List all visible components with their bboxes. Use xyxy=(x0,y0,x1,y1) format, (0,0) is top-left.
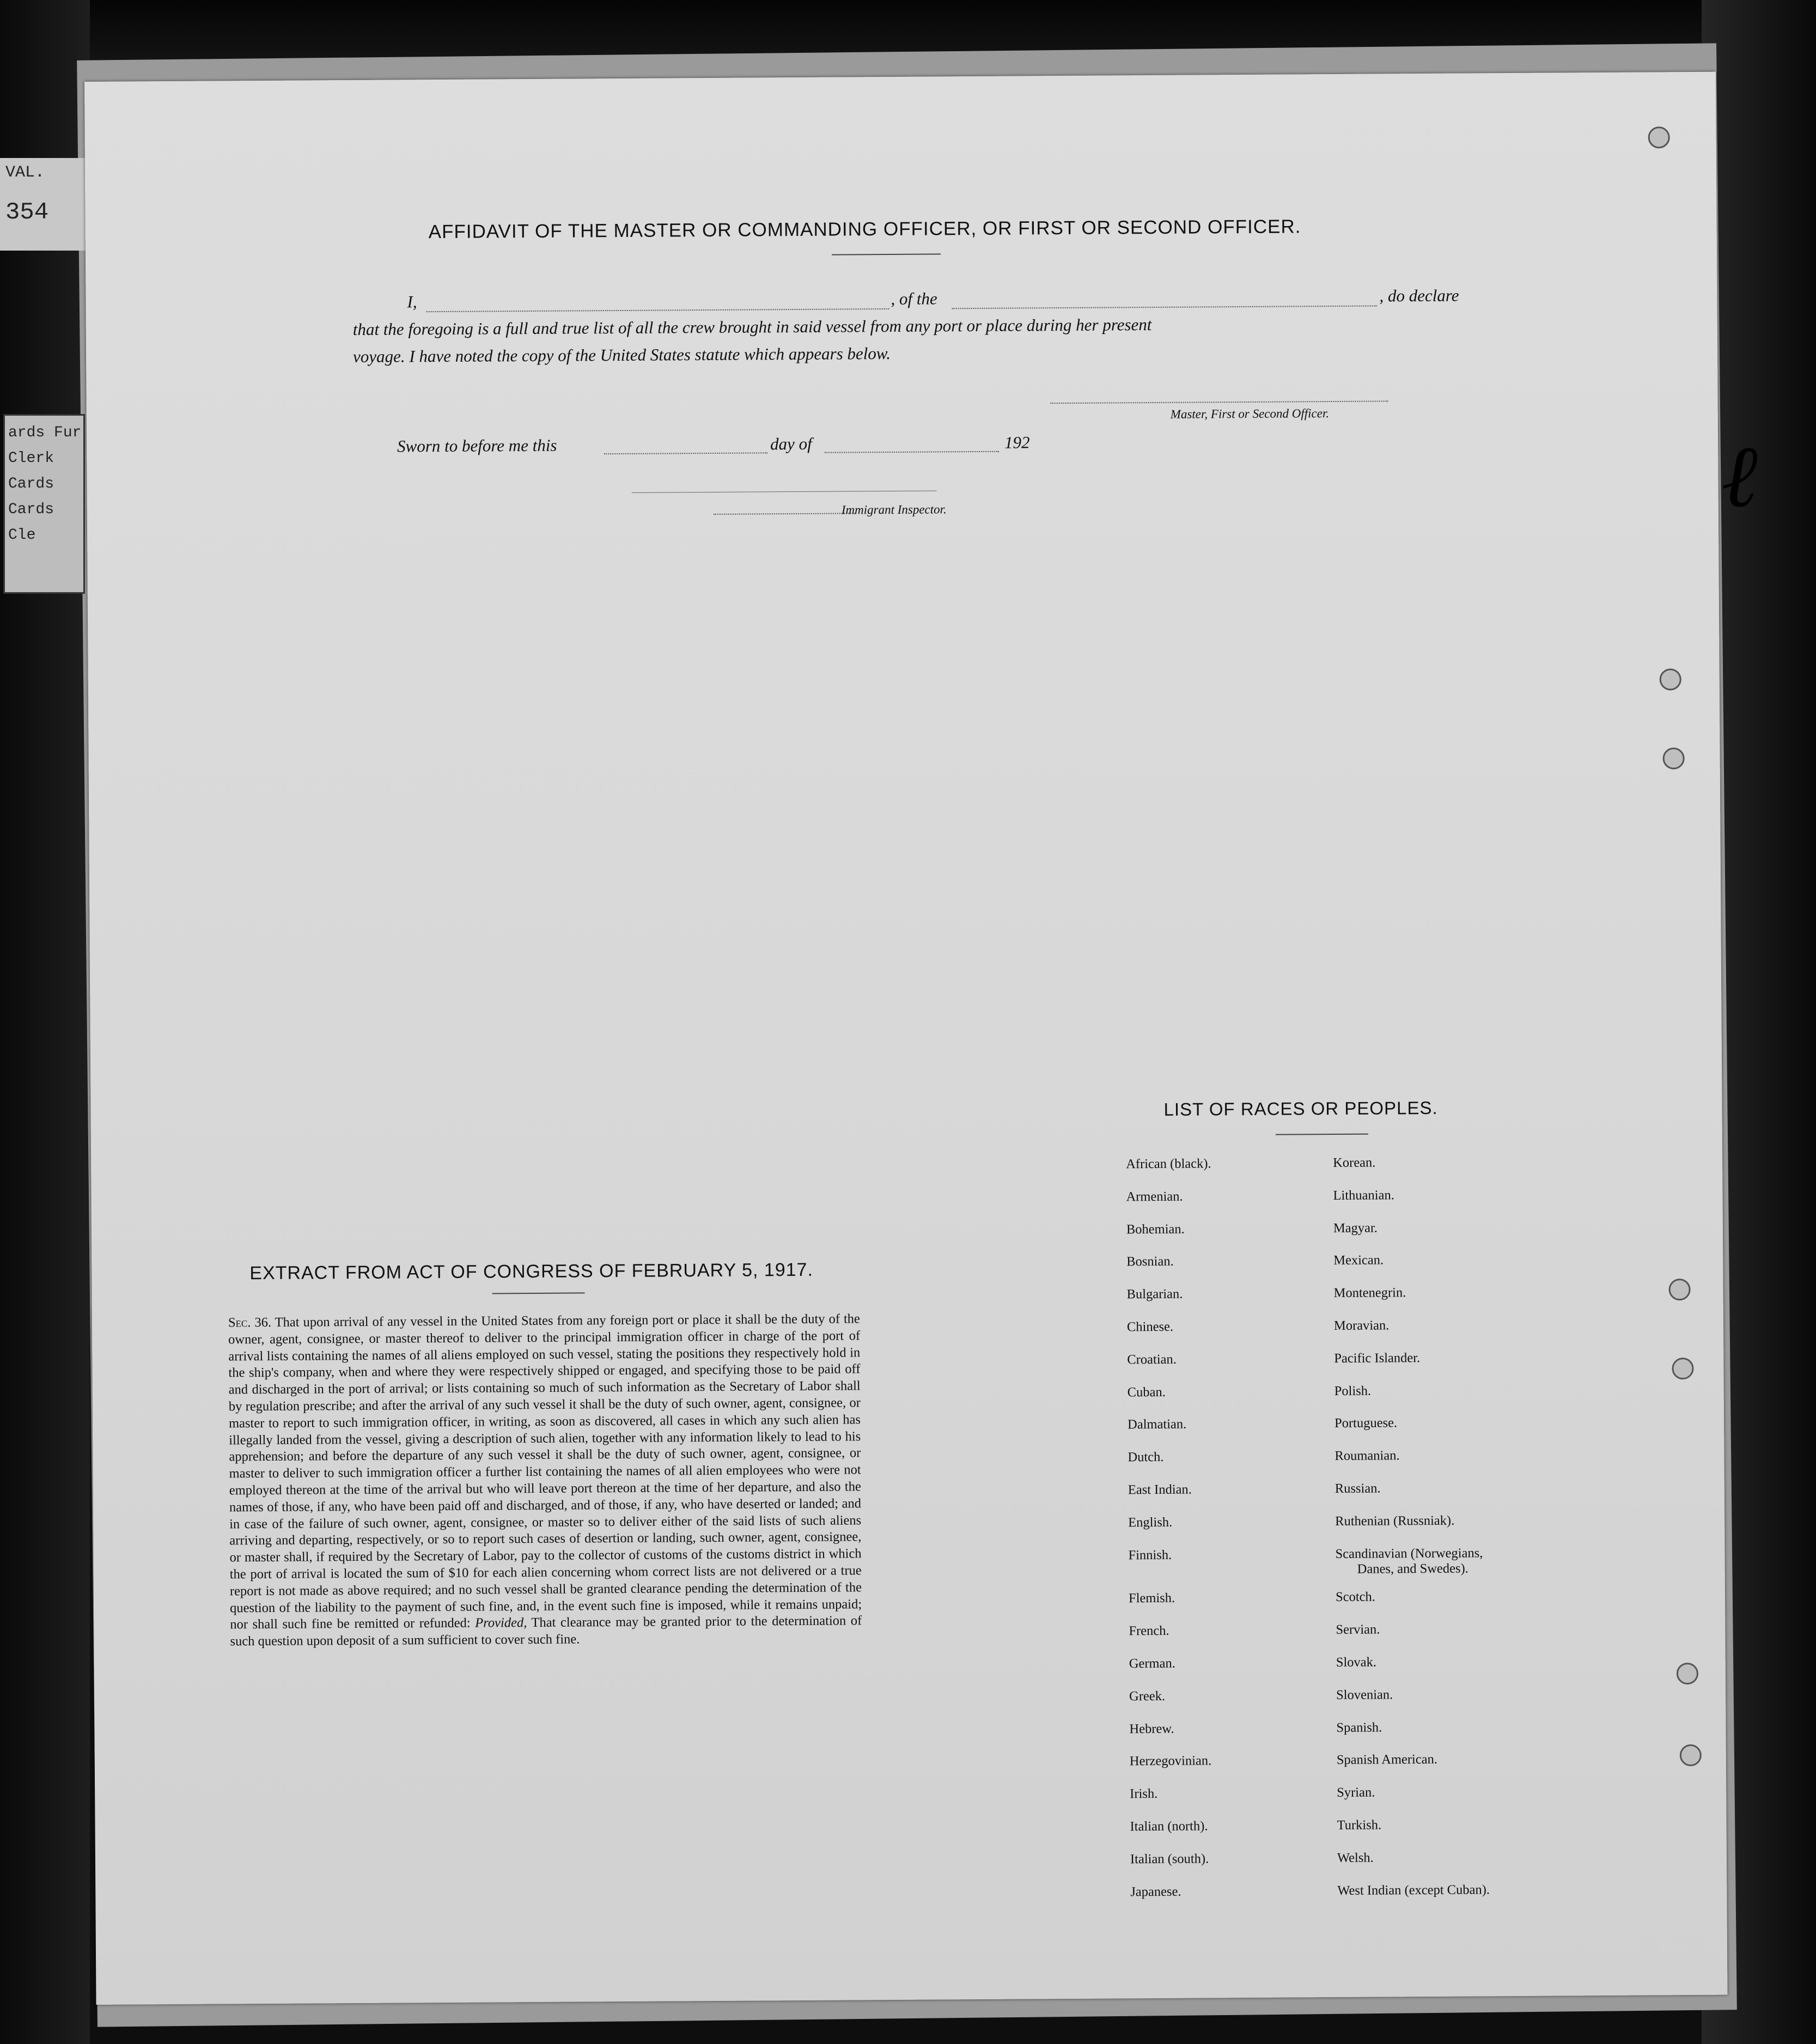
vessel-blank xyxy=(952,306,1377,309)
sworn-mid: day of xyxy=(770,434,812,454)
race-item: Scotch. xyxy=(1335,1589,1375,1605)
form-sheet xyxy=(84,72,1728,2005)
volume-label: VAL. xyxy=(5,163,45,182)
signature-blank xyxy=(1051,400,1388,404)
race-item: French. xyxy=(1129,1623,1169,1639)
race-item: West Indian (except Cuban). xyxy=(1337,1882,1490,1898)
extract-title: EXTRACT FROM ACT OF CONGRESS OF FEBRUARY 5, 1917. xyxy=(249,1259,814,1284)
race-item: Bohemian. xyxy=(1126,1221,1185,1237)
race-item: African (black). xyxy=(1126,1156,1211,1172)
statute-section-36 xyxy=(228,1311,862,1650)
race-item: Pacific Islander. xyxy=(1334,1350,1421,1366)
margin-card-line: ards Fur xyxy=(8,424,82,441)
affidavit-line3: voyage. I have noted the copy of the United States statute which appears below. xyxy=(352,343,891,366)
affidavit-line1-end: , do declare xyxy=(1379,285,1459,306)
punch-hole xyxy=(1660,668,1681,690)
section-label: Sec. 36. xyxy=(228,1315,272,1330)
race-item: Armenian. xyxy=(1126,1189,1183,1204)
affidavit-line1-start: I, xyxy=(407,292,417,312)
race-item: Montenegrin. xyxy=(1333,1285,1406,1301)
race-item: Chinese. xyxy=(1126,1319,1174,1335)
race-item: Slovenian. xyxy=(1336,1687,1393,1702)
race-item: Slovak. xyxy=(1336,1654,1377,1670)
section-text: That upon arrival of any vessel in the United States from any foreign port or place it shall be the duty of the owner, agent, consignee, or master thereof to deliver to the principal immigration officer in charge of the port of arrival lists containing the names of all aliens employed on such vessel, stating the positions they respectively hold in the ship's company, when and where they were respectively shipped or engaged, and specifying those to be paid off and discharged in the port of arrival; or lists containing so much of such information as the Secretary of Labor shall by regulation prescribe; and after the arrival of any such vessel it shall be the duty of such owner, agent, consignee, or master to report to such immigration officer, in writing, as soon as discovered, all cases in which any such alien has illegally landed from the vessel, giving a description of such alien, together with any information likely to lead to his apprehension; and before the departure of any such vessel it shall be the duty of such owner, agent, consignee, or master to deliver to such immigration officer a further list containing the names of all alien employees who were not employed thereon at the time of the arrival but who will leave port thereon at the time of her departure, and also the names of those, if any, who have been paid off and discharged, and of those, if any, who have deserted or landed; and in case of the failure of such owner, agent, consignee, or master so to deliver either of the said lists of such aliens arriving and departing, respectively, or so to report such cases of desertion or landing, such owner, agent, consignee, or master shall, if required by the Secretary of Labor, pay to the collector of customs of the customs district in which the port of arrival is located the sum of $10 for each alien concerning whom correct lists are not delivered or a true report is not made as above required; and no such vessel shall be granted clearance pending the determination of the question of the liability to the payment of such fine, and, in the event such fine is imposed, while it remains unpaid; nor shall such fine be remitted or refunded: xyxy=(228,1311,862,1632)
proviso-text: That clearance may be granted prior to the determination of such question upon deposit of a sum sufficient to cover such fine. xyxy=(230,1613,862,1649)
race-item: Herzegovinian. xyxy=(1129,1753,1212,1769)
race-item: Hebrew. xyxy=(1129,1721,1174,1736)
race-item: Lithuanian. xyxy=(1333,1188,1394,1203)
sworn-year: 192 xyxy=(1004,433,1030,452)
race-item: Bulgarian. xyxy=(1126,1286,1183,1302)
race-item: Croatian. xyxy=(1127,1352,1177,1367)
affidavit-line2: that the foregoing is a full and true list of all the crew brought in said vessel from any port or place during her present xyxy=(352,315,1152,339)
race-item: Scandinavian (Norwegians, xyxy=(1335,1545,1483,1561)
race-item: Mexican. xyxy=(1333,1252,1384,1268)
signature-label: Master, First or Second Officer. xyxy=(1170,406,1330,421)
race-item-continuation: Danes, and Swedes). xyxy=(1357,1561,1468,1577)
margin-index-card xyxy=(3,414,85,594)
race-item: Portuguese. xyxy=(1334,1415,1398,1431)
margin-card-line: Cards xyxy=(8,501,54,518)
races-rule xyxy=(1276,1134,1368,1135)
affidavit-title: AFFIDAVIT OF THE MASTER OR COMMANDING OFFICER, OR FIRST OR SECOND OFFICER. xyxy=(428,216,1301,243)
race-item: Servian. xyxy=(1336,1622,1380,1638)
race-item: Syrian. xyxy=(1337,1785,1375,1800)
race-item: Russian. xyxy=(1334,1481,1381,1496)
punch-hole xyxy=(1663,747,1685,769)
race-item: Korean. xyxy=(1333,1155,1376,1171)
margin-card-line: Cards xyxy=(8,476,54,492)
punch-hole xyxy=(1677,1663,1698,1684)
month-blank xyxy=(825,451,999,453)
race-item: Flemish. xyxy=(1128,1591,1175,1606)
race-item: Dutch. xyxy=(1128,1450,1164,1465)
race-item: Spanish. xyxy=(1336,1720,1382,1735)
race-item: Turkish. xyxy=(1337,1817,1382,1833)
extract-rule xyxy=(492,1292,585,1294)
proviso-label: Provided, xyxy=(475,1615,527,1631)
punch-hole xyxy=(1648,126,1670,148)
inspector-blank xyxy=(714,513,855,515)
race-item: Moravian. xyxy=(1333,1318,1390,1334)
scan-left-border xyxy=(0,0,90,2044)
race-item: English. xyxy=(1128,1514,1173,1530)
race-item: East Indian. xyxy=(1128,1482,1192,1498)
race-item: Italian (north). xyxy=(1130,1818,1208,1834)
punch-hole xyxy=(1668,1279,1690,1300)
race-item: Welsh. xyxy=(1337,1850,1374,1865)
race-item: Italian (south). xyxy=(1130,1851,1209,1867)
sworn-start: Sworn to before me this xyxy=(397,435,557,456)
race-item: Cuban. xyxy=(1127,1384,1166,1400)
punch-hole xyxy=(1672,1358,1693,1379)
name-blank xyxy=(426,308,889,312)
race-item: Polish. xyxy=(1334,1383,1372,1398)
race-item: German. xyxy=(1129,1656,1175,1671)
race-item: Japanese. xyxy=(1130,1884,1181,1899)
race-item: Roumanian. xyxy=(1334,1448,1400,1464)
race-item: Irish. xyxy=(1130,1786,1158,1802)
race-item: Spanish American. xyxy=(1336,1752,1438,1768)
race-item: Bosnian. xyxy=(1126,1254,1174,1269)
inspector-label: Immigrant Inspector. xyxy=(841,502,947,517)
margin-card-line: Clerk xyxy=(8,450,54,467)
race-item: Finnish. xyxy=(1128,1547,1172,1562)
race-item: Ruthenian (Russniak). xyxy=(1335,1513,1455,1529)
title-rule xyxy=(832,253,941,255)
affidavit-line1-mid: , of the xyxy=(891,289,937,308)
day-blank xyxy=(604,452,767,454)
race-item: Dalmatian. xyxy=(1128,1417,1187,1432)
races-title: LIST OF RACES OR PEOPLES. xyxy=(1163,1097,1438,1120)
race-item: Greek. xyxy=(1129,1688,1166,1704)
inspector-rule xyxy=(632,490,937,492)
volume-number: 354 xyxy=(5,199,49,226)
punch-hole xyxy=(1680,1744,1702,1766)
race-item: Magyar. xyxy=(1333,1220,1378,1236)
margin-card-line: Cle xyxy=(8,527,36,544)
handwritten-mark-icon: ℓ xyxy=(1721,425,1758,527)
